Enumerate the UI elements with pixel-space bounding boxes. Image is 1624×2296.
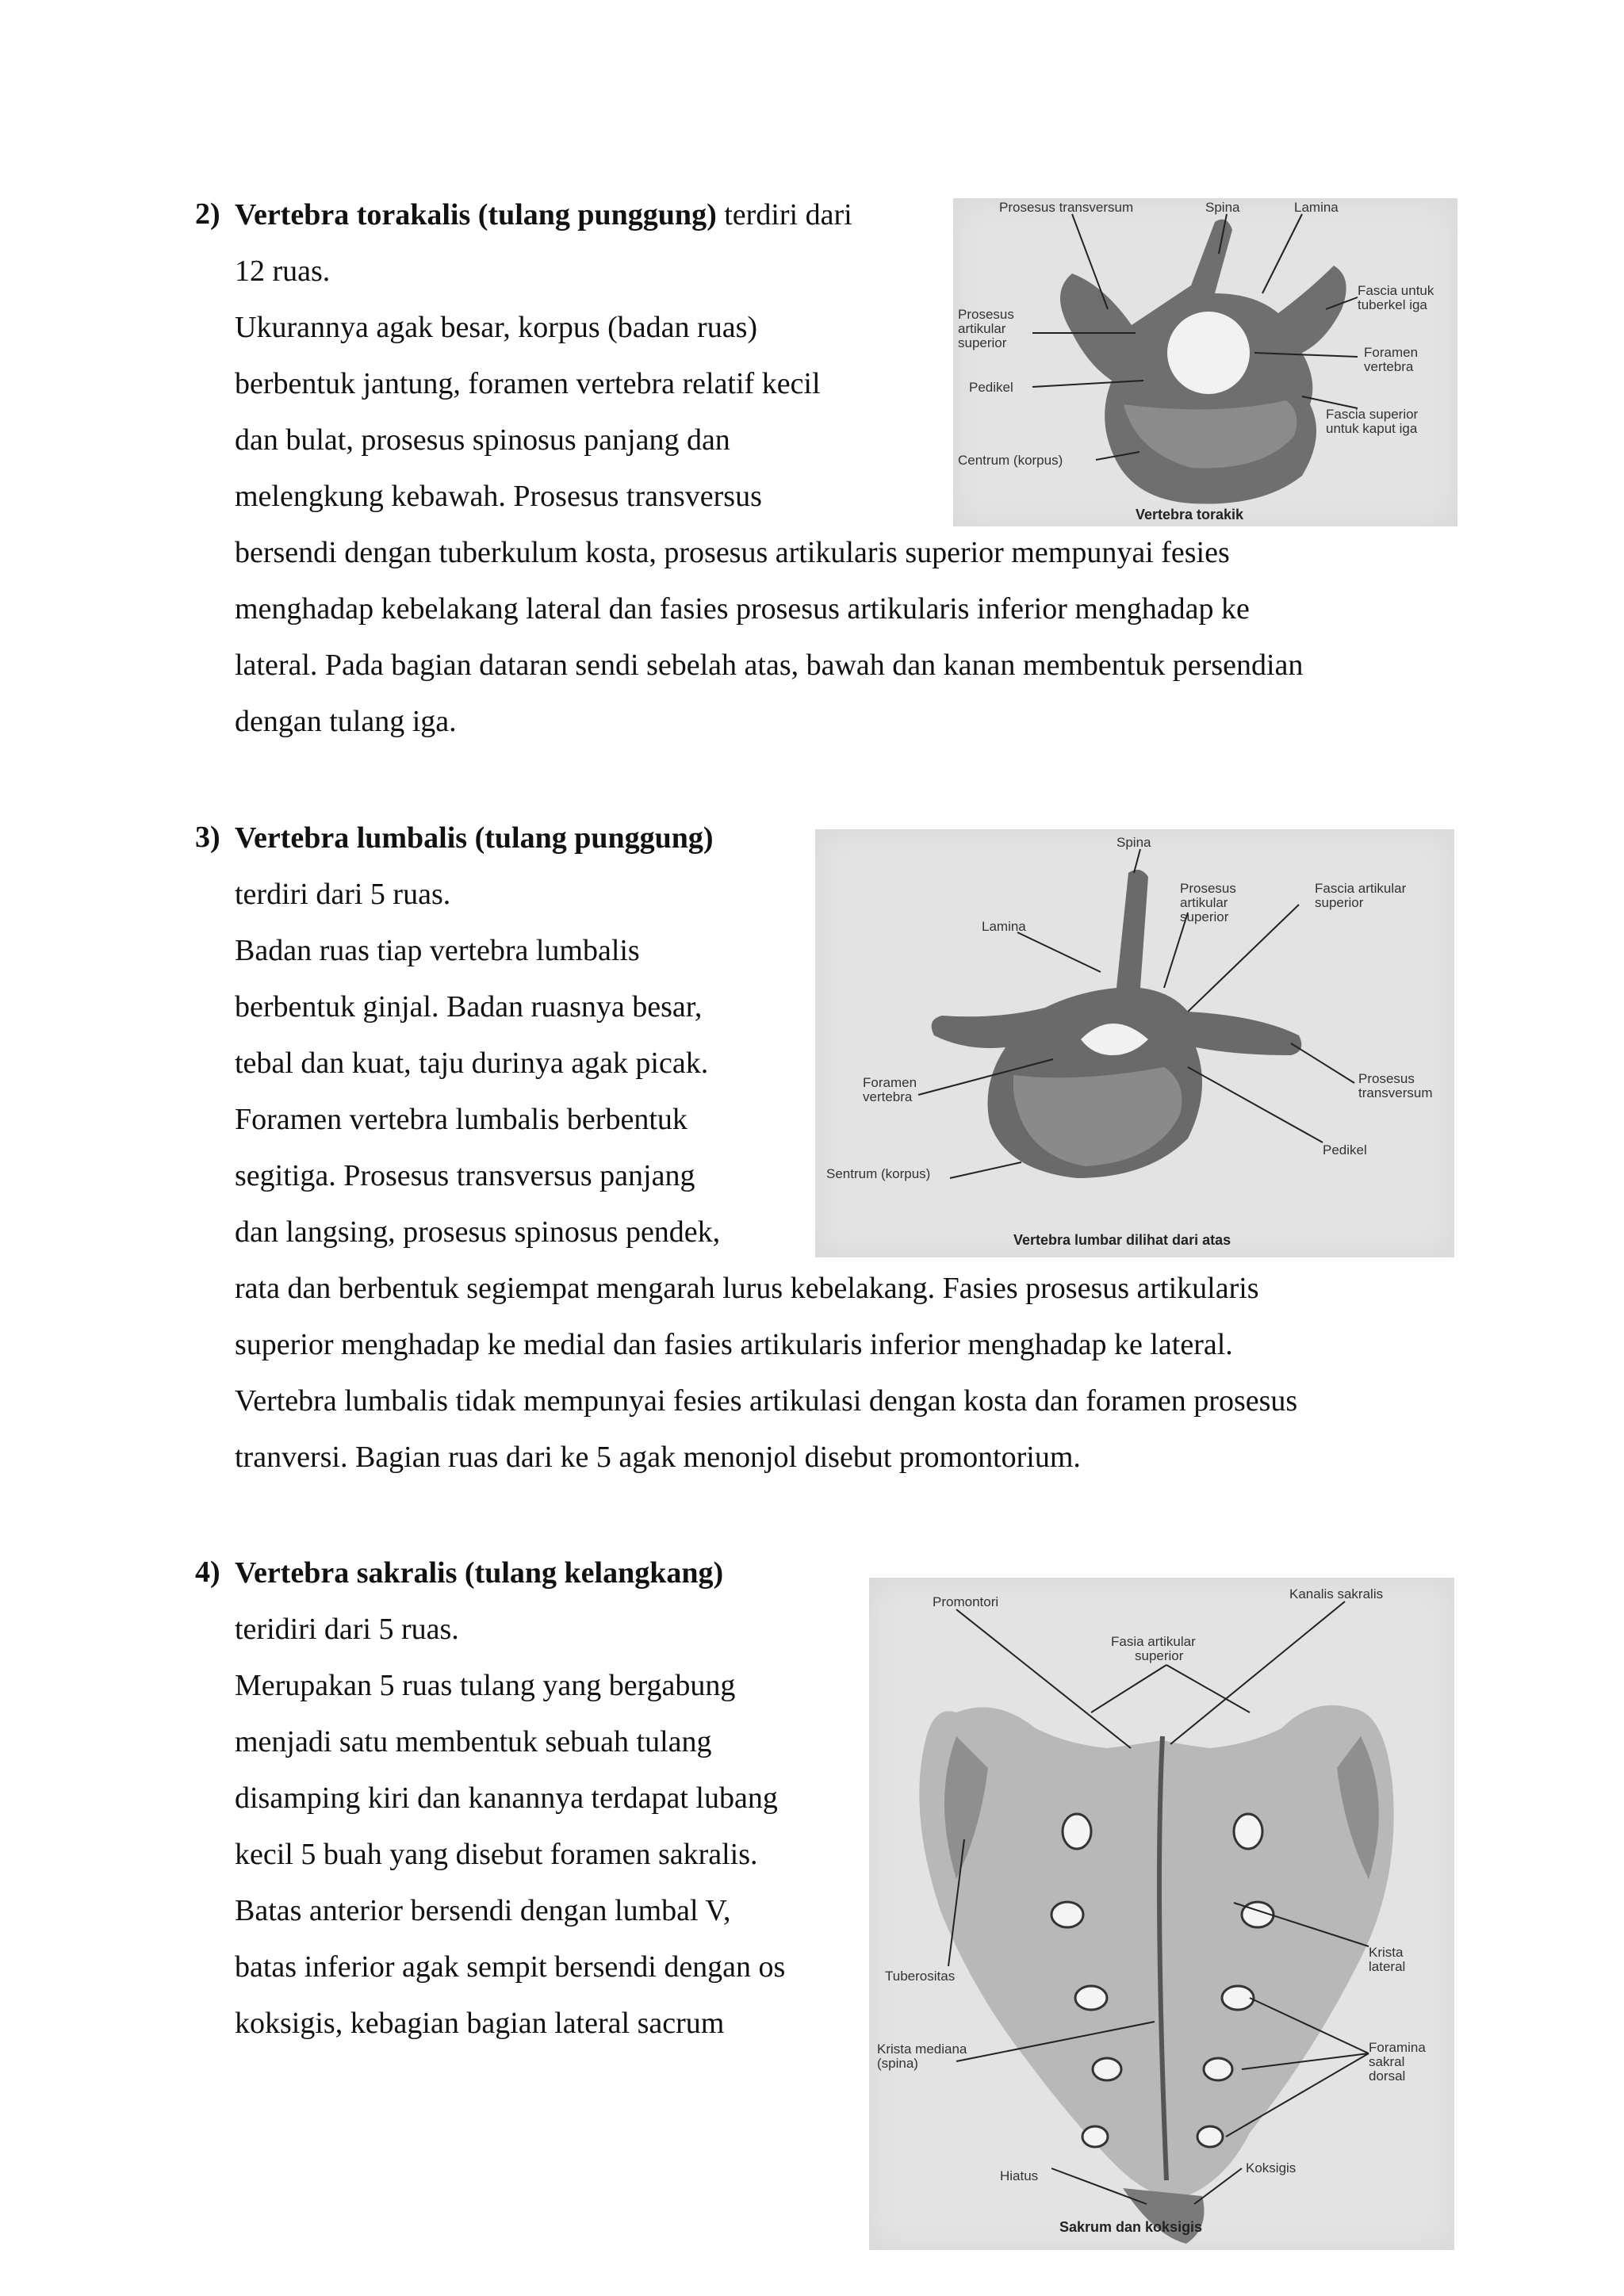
- text-line: batas inferior agak sempit bersendi dengan os: [235, 1950, 786, 1984]
- lumbar-vertebra-illustration: [815, 829, 1454, 1257]
- label-krista-lateral-2: lateral: [1369, 1959, 1406, 1974]
- text-line: dan langsing, prosesus spinosus pendek,: [235, 1215, 721, 1249]
- label-krista-lateral-1: Krista: [1369, 1945, 1404, 1960]
- section-title: Vertebra sakralis (tulang kelangkang): [235, 1556, 724, 1590]
- text-line: lateral. Pada bagian dataran sendi sebelah atas, bawah dan kanan membentuk persendian: [235, 649, 1304, 682]
- label-foramina-2: sakral: [1369, 2054, 1405, 2069]
- section-number: 3): [195, 821, 220, 854]
- text-line: dan bulat, prosesus spinosus panjang dan: [235, 423, 730, 457]
- figure-caption: Sakrum dan koksigis: [1059, 2219, 1203, 2235]
- section-number: 2): [195, 197, 220, 231]
- label-prosesus-artikular-1: Prosesus: [1180, 881, 1236, 896]
- figure-caption: Vertebra lumbar dilihat dari atas: [1013, 1232, 1231, 1248]
- figure-lumbar-vertebra: [815, 829, 1454, 1257]
- text-line: segitiga. Prosesus transversus panjang: [235, 1159, 695, 1192]
- label-prosesus-transversum-2: transversum: [1358, 1085, 1433, 1100]
- text-line: tebal dan kuat, taju durinya agak picak.: [235, 1047, 709, 1080]
- label-prosesus-artikular-3: superior: [958, 335, 1007, 350]
- label-prosesus-artikular-2: artikular: [958, 321, 1006, 336]
- label-lamina: Lamina: [1294, 200, 1339, 215]
- label-spina: Spina: [1205, 200, 1240, 215]
- text-line: Vertebra lumbalis tidak mempunyai fesies artikulasi dengan kosta dan foramen prosesus: [235, 1384, 1298, 1418]
- text-line: koksigis, kebagian bagian lateral sacrum: [235, 2007, 725, 2040]
- text-line: menghadap kebelakang lateral dan fasies prosesus artikularis inferior menghadap ke: [235, 592, 1250, 626]
- text-line: Merupakan 5 ruas tulang yang bergabung: [235, 1669, 736, 1702]
- text-line: 12 ruas.: [235, 254, 331, 288]
- label-hiatus: Hiatus: [1000, 2168, 1039, 2183]
- label-fascia-superior-2: untuk kaput iga: [1326, 421, 1418, 436]
- label-centrum: Centrum (korpus): [958, 453, 1063, 468]
- label-foramen-1: Foramen: [1364, 345, 1419, 360]
- text-line: terdiri dari 5 ruas.: [235, 878, 451, 911]
- section-title: Vertebra lumbalis (tulang punggung): [235, 821, 714, 855]
- label-prosesus-artikular-1: Prosesus: [958, 307, 1014, 322]
- section-heading: [235, 1558, 723, 1588]
- label-kanalis-sakralis: Kanalis sakralis: [1289, 1586, 1384, 1601]
- section-title-rest: terdiri dari: [716, 198, 852, 232]
- label-foramen-1: Foramen: [863, 1075, 917, 1090]
- text-line: tranversi. Bagian ruas dari ke 5 agak menonjol disebut promontorium.: [235, 1441, 1081, 1474]
- text-line: menjadi satu membentuk sebuah tulang: [235, 1725, 712, 1758]
- label-fasia-artikular-1: Fasia artikular: [1111, 1634, 1196, 1649]
- label-fascia-tuberkel-2: tuberkel iga: [1358, 297, 1427, 312]
- label-foramen-2: vertebra: [863, 1089, 913, 1104]
- label-prosesus-transversum-1: Prosesus: [1358, 1071, 1415, 1086]
- text-line: berbentuk jantung, foramen vertebra relatif kecil: [235, 367, 821, 400]
- text-line: Batas anterior bersendi dengan lumbal V,: [235, 1894, 731, 1927]
- label-koksigis: Koksigis: [1246, 2160, 1297, 2175]
- label-foramen-2: vertebra: [1364, 359, 1414, 374]
- label-fascia-artikular-2: superior: [1315, 895, 1364, 910]
- label-pedikel: Pedikel: [1323, 1142, 1367, 1158]
- sacrum-illustration: [869, 1578, 1454, 2250]
- label-pedikel: Pedikel: [969, 380, 1013, 395]
- label-tuberositas: Tuberositas: [885, 1969, 956, 1984]
- section-title: Vertebra torakalis (tulang punggung): [235, 198, 717, 232]
- text-line: melengkung kebawah. Prosesus transversus: [235, 480, 762, 513]
- section-number: 4): [195, 1556, 220, 1589]
- text-line: teridiri dari 5 ruas.: [235, 1613, 459, 1646]
- figure-caption: Vertebra torakik: [1136, 507, 1244, 522]
- figure-sacrum: [869, 1578, 1454, 2250]
- label-prosesus-artikular-2: artikular: [1180, 895, 1228, 910]
- text-line: superior menghadap ke medial dan fasies artikularis inferior menghadap ke lateral.: [235, 1328, 1233, 1361]
- label-krista-mediana-2: (spina): [877, 2056, 918, 2071]
- label-lamina: Lamina: [982, 919, 1026, 934]
- label-fascia-superior-1: Fascia superior: [1326, 407, 1419, 422]
- label-fasia-artikular-2: superior: [1135, 1648, 1184, 1663]
- label-fascia-tuberkel-1: Fascia untuk: [1358, 283, 1434, 298]
- text-line: rata dan berbentuk segiempat mengarah lurus kebelakang. Fasies prosesus artikularis: [235, 1272, 1259, 1305]
- thoracic-vertebra-illustration: [953, 198, 1457, 526]
- label-promontori: Promontori: [933, 1594, 999, 1609]
- label-prosesus-transversum: Prosesus transversum: [999, 200, 1134, 215]
- text-line: disamping kiri dan kanannya terdapat lubang: [235, 1781, 778, 1815]
- figure-thoracic-vertebra: [953, 198, 1457, 526]
- text-line: bersendi dengan tuberkulum kosta, prosesus artikularis superior mempunyai fesies: [235, 536, 1230, 569]
- text-line: Foramen vertebra lumbalis berbentuk: [235, 1103, 688, 1136]
- label-spina: Spina: [1116, 835, 1151, 850]
- text-line: kecil 5 buah yang disebut foramen sakralis.: [235, 1838, 758, 1871]
- label-sentrum: Sentrum (korpus): [826, 1166, 931, 1181]
- label-foramina-1: Foramina: [1369, 2040, 1426, 2055]
- text-line: Badan ruas tiap vertebra lumbalis: [235, 934, 640, 967]
- label-fascia-artikular-1: Fascia artikular: [1315, 881, 1407, 896]
- text-line: Ukurannya agak besar, korpus (badan ruas): [235, 311, 758, 344]
- section-heading: [235, 823, 714, 853]
- text-line: berbentuk ginjal. Badan ruasnya besar,: [235, 990, 703, 1024]
- text-line: dengan tulang iga.: [235, 705, 457, 738]
- label-foramina-3: dorsal: [1369, 2068, 1406, 2084]
- label-krista-mediana-1: Krista mediana: [877, 2042, 967, 2057]
- label-prosesus-artikular-3: superior: [1180, 909, 1229, 924]
- section-heading: [235, 200, 852, 230]
